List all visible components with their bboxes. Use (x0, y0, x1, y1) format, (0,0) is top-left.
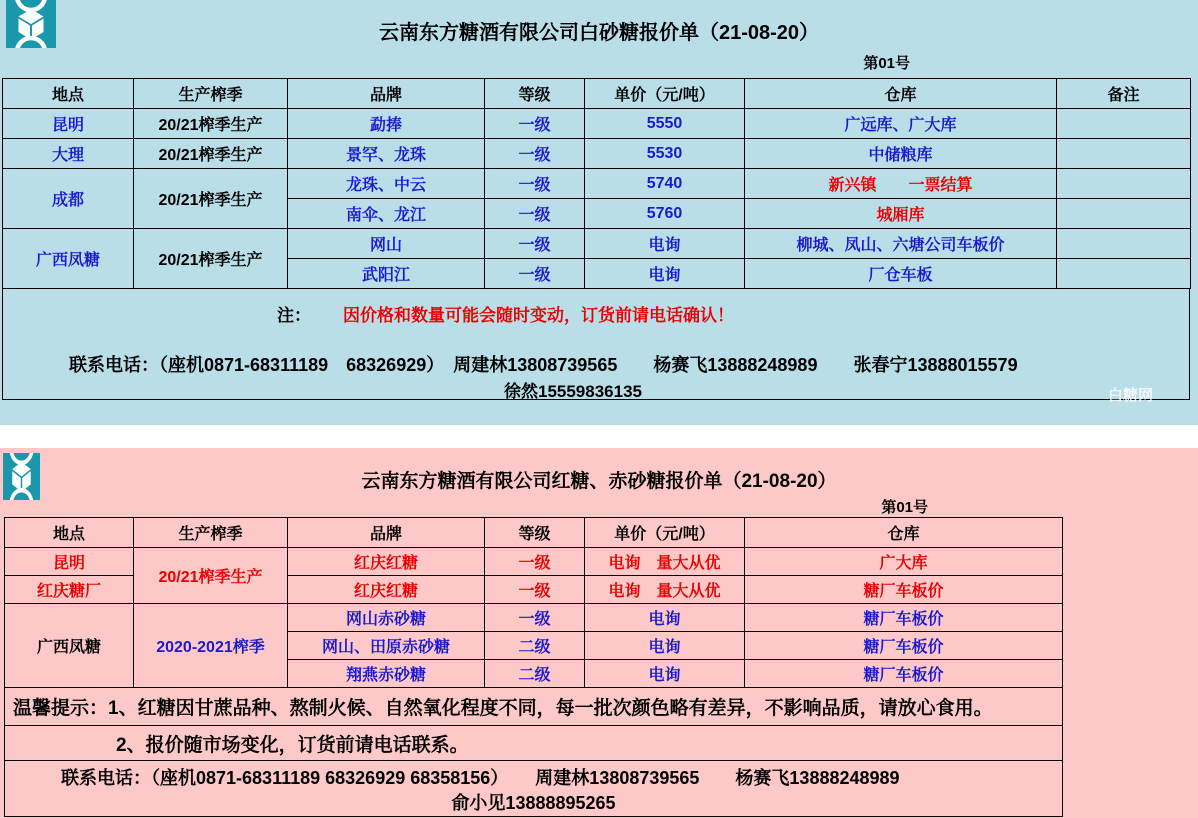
brand-cell: 翔燕赤砂糖 (288, 660, 485, 688)
notice-row (5, 726, 1063, 761)
section-divider (0, 425, 1198, 448)
price-cell: 电询 量大从优 (585, 548, 745, 576)
brand-cell: 网山赤砂糖 (288, 604, 485, 632)
season-cell: 20/21榨季生产 (134, 229, 288, 289)
table-row (5, 604, 1063, 632)
place-cell: 昆明 (3, 109, 134, 139)
page-title: 云南东方糖酒有限公司红糖、赤砂糖报价单（21-08-20） (361, 471, 837, 492)
brand-cell: 勐捧 (288, 109, 485, 139)
grade-cell: 一级 (485, 169, 585, 199)
table-header-row (5, 518, 1063, 548)
contact-line-2: 俞小见13888895265 (451, 793, 616, 813)
table-row (5, 548, 1063, 576)
warehouse-cell: 糖厂车板价 (745, 660, 1063, 688)
brand-cell: 景罕、龙珠 (288, 139, 485, 169)
warehouse-cell: 厂仓车板 (745, 259, 1057, 289)
warehouse-cell: 中储粮库 (745, 139, 1057, 169)
warehouse-cell: 糖厂车板价 (745, 576, 1063, 604)
table-row (3, 139, 1191, 169)
header-cell-warehouse: 仓库 (745, 79, 1057, 109)
header-cell-place: 地点 (5, 518, 134, 548)
price-cell: 5760 (585, 199, 745, 229)
price-cell: 5530 (585, 139, 745, 169)
place-cell: 红庆糖厂 (5, 576, 134, 604)
header-cell-remark: 备注 (1057, 79, 1191, 109)
header-cell-place: 地点 (3, 79, 134, 109)
note-and-contacts-box (2, 289, 1190, 400)
place-cell: 成都 (3, 169, 134, 229)
header-cell-brand: 品牌 (288, 79, 485, 109)
grade-cell: 一级 (485, 199, 585, 229)
header-cell-grade: 等级 (485, 79, 585, 109)
brand-cell: 武阳江 (288, 259, 485, 289)
grade-cell: 一级 (485, 229, 585, 259)
watermark: 白糖网 (1108, 387, 1154, 404)
header-cell-season: 生产榨季 (134, 518, 288, 548)
header-cell-price: 单价（元/吨） (585, 518, 745, 548)
place-cell: 昆明 (5, 548, 134, 576)
contact-line: 联系电话：（座机0871-68311189 68326929 68358156） 周建林13808739565 杨赛飞13888248989 (61, 768, 900, 788)
brand-cell: 红庆红糖 (288, 576, 485, 604)
grade-cell: 一级 (485, 576, 585, 604)
brand-cell: 红庆红糖 (288, 548, 485, 576)
warehouse-cell: 广大库 (745, 548, 1063, 576)
note-label: 注： (277, 306, 311, 325)
red-sugar-quotation-section (0, 448, 1198, 818)
price-cell: 电询 (585, 660, 745, 688)
contact-row (5, 761, 1063, 817)
price-cell: 5740 (585, 169, 745, 199)
doc-number: 第01号 (863, 55, 910, 72)
header-cell-warehouse: 仓库 (745, 518, 1063, 548)
remark-cell (1057, 169, 1191, 199)
grade-cell: 一级 (485, 604, 585, 632)
price-cell: 电询 (585, 604, 745, 632)
grade-cell: 一级 (485, 109, 585, 139)
remark-cell (1057, 229, 1191, 259)
brand-cell: 龙珠、中云 (288, 169, 485, 199)
grade-cell: 一级 (485, 259, 585, 289)
warehouse-cell: 新兴镇 一票结算 (745, 169, 1057, 199)
price-cell: 电询 量大从优 (585, 576, 745, 604)
header-cell-price: 单价（元/吨） (585, 79, 745, 109)
warehouse-cell: 糖厂车板价 (745, 604, 1063, 632)
grade-cell: 一级 (485, 548, 585, 576)
red-sugar-table (4, 517, 1063, 817)
header-cell-season: 生产榨季 (134, 79, 288, 109)
season-cell: 20/21榨季生产 (134, 169, 288, 229)
price-cell: 电询 (585, 259, 745, 289)
remark-cell (1057, 199, 1191, 229)
table-row (3, 169, 1191, 199)
brand-cell: 南伞、龙江 (288, 199, 485, 229)
contact-line-2: 徐然15559836135 (503, 382, 642, 401)
warehouse-cell: 糖厂车板价 (745, 632, 1063, 660)
season-cell: 2020-2021榨季 (134, 604, 288, 688)
table-row (3, 229, 1191, 259)
brand-cell: 网山 (288, 229, 485, 259)
grade-cell: 一级 (485, 139, 585, 169)
page-title: 云南东方糖酒有限公司白砂糖报价单（21-08-20） (378, 22, 820, 44)
warehouse-cell: 广远库、广大库 (745, 109, 1057, 139)
price-cell: 电询 (585, 229, 745, 259)
warehouse-cell: 柳城、凤山、六塘公司车板价 (745, 229, 1057, 259)
header-cell-brand: 品牌 (288, 518, 485, 548)
price-cell: 5550 (585, 109, 745, 139)
remark-cell (1057, 259, 1191, 289)
notice-line-2: 2、报价随市场变化，订货前请电话联系。 (5, 726, 1063, 761)
price-cell: 电询 (585, 632, 745, 660)
note-text: 因价格和数量可能会随时变动，订货前请电话确认！ (343, 306, 734, 325)
brand-cell: 网山、田原赤砂糖 (288, 632, 485, 660)
grade-cell: 二级 (485, 632, 585, 660)
notice-row (5, 688, 1063, 726)
place-cell: 广西凤糖 (5, 604, 134, 688)
table-row (3, 109, 1191, 139)
header-cell-grade: 等级 (485, 518, 585, 548)
table-header-row (3, 79, 1191, 109)
remark-cell (1057, 139, 1191, 169)
warehouse-cell: 城厢库 (745, 199, 1057, 229)
season-cell: 20/21榨季生产 (134, 139, 288, 169)
season-cell: 20/21榨季生产 (134, 548, 288, 604)
doc-number: 第01号 (881, 499, 928, 516)
contact-line: 联系电话：（座机0871-68311189 68326929） 周建林13808739565 杨赛飞13888248989 张春宁13888015579 (69, 355, 1018, 375)
place-cell: 大理 (3, 139, 134, 169)
white-sugar-table (2, 78, 1191, 289)
place-cell: 广西凤糖 (3, 229, 134, 289)
grade-cell: 二级 (485, 660, 585, 688)
notice-line-1: 温馨提示：1、红糖因甘蔗品种、熬制火候、自然氧化程度不同，每一批次颜色略有差异，不影响品质，请放心食用。 (5, 688, 1063, 726)
season-cell: 20/21榨季生产 (134, 109, 288, 139)
remark-cell (1057, 109, 1191, 139)
